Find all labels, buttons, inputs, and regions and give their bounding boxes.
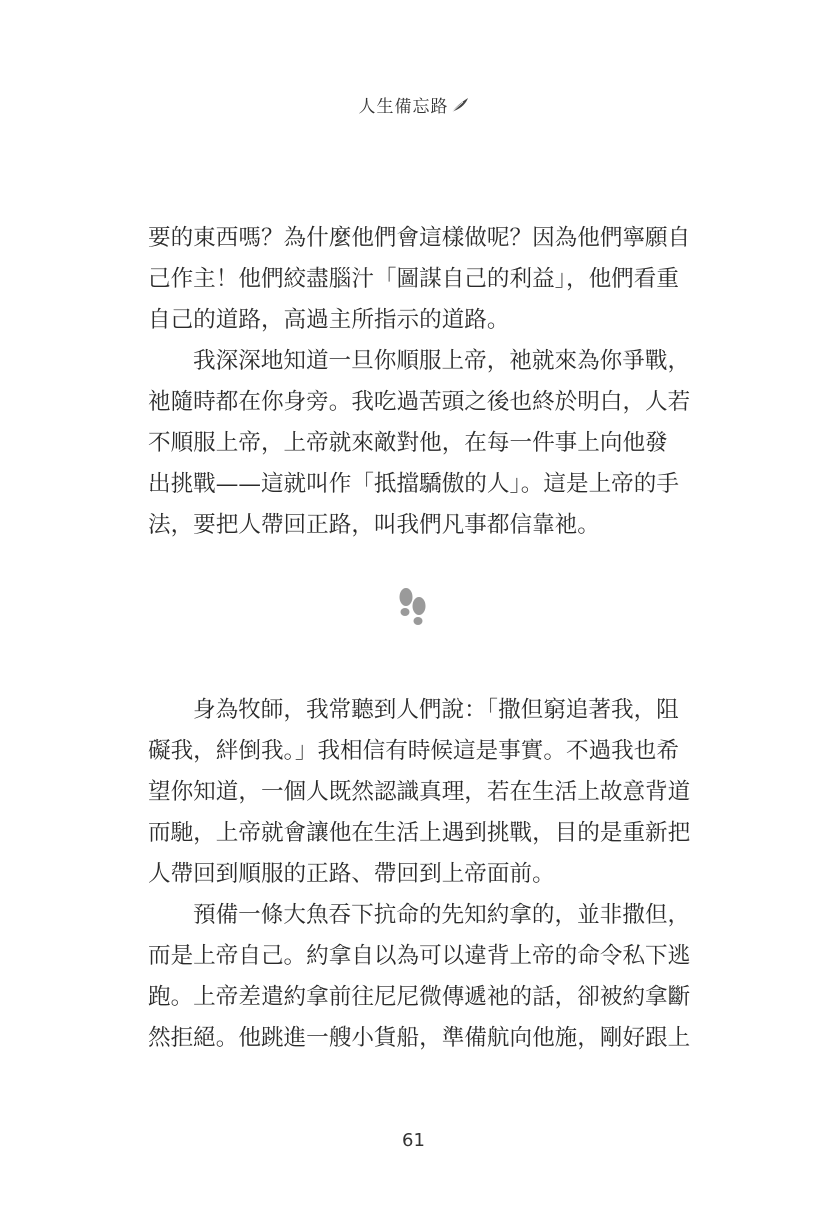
text-line: 己作主！他們絞盡腦汁「圖謀自己的利益」，他們看重 — [148, 266, 679, 292]
text-line: 法，要把人帶回正路，叫我們凡事都信靠祂。 — [148, 512, 600, 538]
text-line: 祂隨時都在你身旁。我吃過苦頭之後也終於明白，人若 — [148, 389, 691, 415]
page-number: 61 — [402, 1130, 425, 1151]
text-line: 身為牧師，我常聽到人們說：「撒但窮追著我，阻 — [193, 697, 679, 723]
text-line: 而馳，上帝就會讓他在生活上遇到挑戰，目的是重新把 — [148, 820, 691, 846]
feather-icon — [451, 97, 469, 118]
running-header — [0, 92, 827, 118]
text-line: 跑。上帝差遣約拿前往尼尼微傳遞祂的話，卻被約拿斷 — [148, 984, 691, 1010]
text-section-1 — [148, 218, 691, 546]
text-line: 望你知道，一個人既然認識真理，若在生活上故意背道 — [148, 779, 691, 805]
text-line: 出挑戰——這就叫作「抵擋驕傲的人」。這是上帝的手 — [148, 471, 679, 497]
footprints-icon — [396, 586, 430, 632]
text-section-2 — [148, 690, 691, 1059]
text-line: 我深深地知道一旦你順服上帝，祂就來為你爭戰， — [193, 348, 691, 374]
header-title: 人生備忘路 — [358, 97, 449, 117]
text-line: 要的東西嗎？為什麼他們會這樣做呢？因為他們寧願自 — [148, 225, 691, 251]
text-line: 預備一條大魚吞下抗命的先知約拿的，並非撒但， — [193, 902, 691, 928]
text-line: 不順服上帝，上帝就來敵對他，在每一件事上向他發 — [148, 430, 668, 456]
text-line: 自己的道路，高過主所指示的道路。 — [148, 307, 510, 333]
text-line: 然拒絕。他跳進一艘小貨船，準備航向他施，剛好跟上 — [148, 1025, 691, 1051]
text-line: 人帶回到順服的正路、帶回到上帝面前。 — [148, 861, 555, 887]
text-line: 而是上帝自己。約拿自以為可以違背上帝的命令私下逃 — [148, 943, 691, 969]
text-line: 礙我，絆倒我。」我相信有時候這是事實。不過我也希 — [148, 738, 679, 764]
